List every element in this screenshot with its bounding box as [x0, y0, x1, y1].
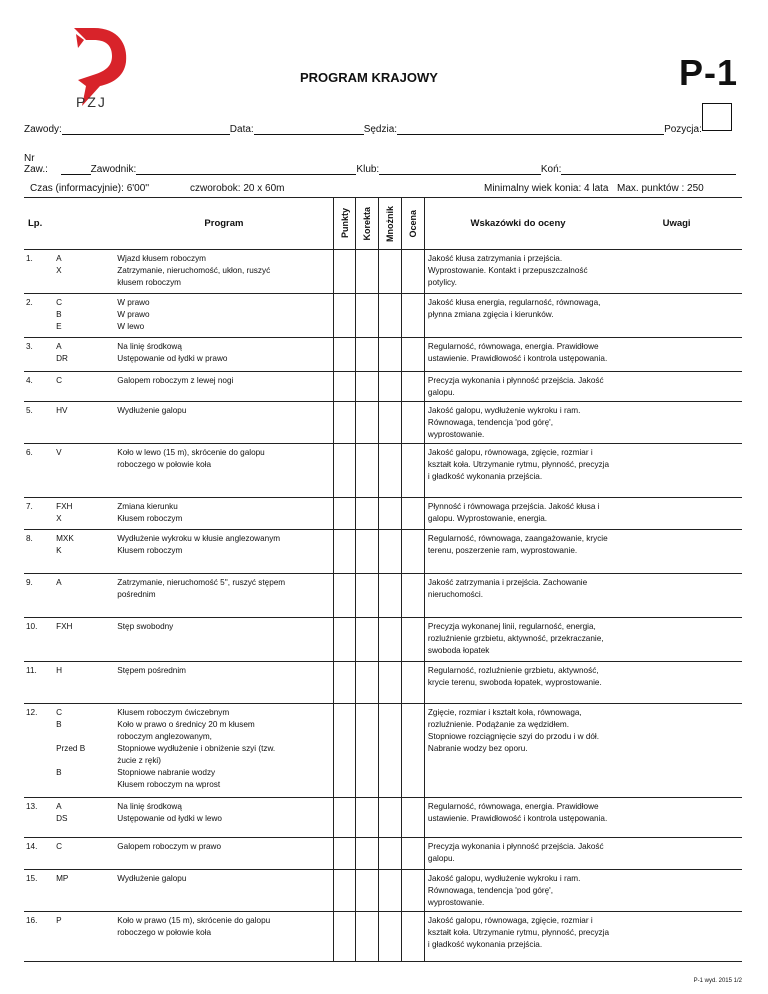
row-program [115, 338, 333, 372]
punkty-cell[interactable] [333, 870, 356, 912]
data-label: Data: [229, 124, 254, 135]
table-row [24, 372, 742, 402]
korekta-cell[interactable] [356, 250, 379, 294]
uwagi-cell[interactable] [611, 498, 742, 530]
row-guidance: Precyzja wykonania i płynność przejścia. Jakość galopu. [424, 372, 611, 402]
row-markers [54, 250, 115, 294]
row-number: 12. [24, 704, 54, 798]
program-line: Galopem roboczym w prawo [117, 842, 222, 851]
header-lp: Lp. [24, 198, 54, 250]
footer-text: P-1 wyd. 2015 1/2 [693, 978, 742, 984]
uwagi-cell[interactable] [611, 530, 742, 574]
marker-letter: A [56, 802, 62, 811]
marker-letter: B [56, 720, 62, 729]
row-number: 13. [24, 798, 54, 838]
korekta-cell[interactable] [356, 838, 379, 870]
row-number: 11. [24, 662, 54, 704]
program-line: W prawo [117, 310, 150, 319]
korekta-cell[interactable] [356, 798, 379, 838]
ocena-cell[interactable] [402, 294, 425, 338]
row-program [115, 662, 333, 704]
program-line: Wydłużenie wykroku w kłusie anglezowanym [117, 534, 281, 543]
klub-field[interactable] [379, 164, 541, 175]
program-line: Wydłużenie galopu [117, 874, 187, 883]
punkty-cell[interactable] [333, 250, 356, 294]
program-line: Ustępowanie od łydki w prawo [117, 354, 228, 363]
pozycja-label: Pozycja: [664, 124, 702, 135]
program-line: Na linię środkową [117, 342, 182, 351]
uwagi-cell[interactable] [611, 870, 742, 912]
sedzia-label: Sędzia: [363, 124, 398, 135]
punkty-cell[interactable] [333, 912, 356, 962]
marker-letter: B [56, 310, 62, 319]
row-guidance: Regularność, równowaga, energia. Prawidłowe ustawienie. Prawidłowość i kontrola ustępowania. [424, 798, 611, 838]
uwagi-cell[interactable] [611, 294, 742, 338]
ocena-cell[interactable] [402, 530, 425, 574]
marker-letter: E [56, 322, 62, 331]
form-line-1 [24, 124, 704, 135]
program-code: P-1 [678, 52, 738, 93]
row-guidance: Jakość kłusa zatrzymania i przejścia. Wyprostowanie. Kontakt i przepuszczalność potylicy. [424, 250, 611, 294]
mnoznik-cell[interactable] [379, 250, 402, 294]
logo-text: PZJ [76, 94, 107, 110]
korekta-cell[interactable] [356, 444, 379, 498]
nr-zaw-field[interactable] [61, 164, 91, 175]
punkty-cell[interactable] [333, 838, 356, 870]
mnoznik-cell[interactable] [379, 402, 402, 444]
mnoznik-cell[interactable] [379, 838, 402, 870]
punkty-cell[interactable] [333, 798, 356, 838]
ocena-cell[interactable] [402, 912, 425, 962]
row-markers [54, 662, 115, 704]
table-row [24, 574, 742, 618]
table-body [24, 250, 742, 962]
punkty-cell[interactable] [333, 372, 356, 402]
punkty-cell[interactable] [333, 662, 356, 704]
punkty-cell[interactable] [333, 618, 356, 662]
row-guidance: Precyzja wykonania i płynność przejścia. Jakość galopu. [424, 838, 611, 870]
row-guidance: Regularność, rozluźnienie grzbietu, aktywność, krycie terenu, swoboda łopatek, wyprostowanie. [424, 662, 611, 704]
row-markers [54, 618, 115, 662]
mnoznik-cell[interactable] [379, 338, 402, 372]
row-markers [54, 372, 115, 402]
program-line: kłusem roboczym [117, 278, 181, 287]
ocena-cell[interactable] [402, 704, 425, 798]
marker-letter: A [56, 578, 62, 587]
program-line: Kłusem roboczym [117, 514, 183, 523]
mnoznik-cell[interactable] [379, 530, 402, 574]
row-guidance: Jakość galopu, wydłużenie wykroku i ram. Równowaga, tendencja 'pod górę', wyprostowanie. [424, 870, 611, 912]
marker-letter [56, 731, 113, 743]
table-row [24, 618, 742, 662]
marker-letter: DR [56, 354, 68, 363]
row-program [115, 704, 333, 798]
max-info: Max. punktów : 250 [617, 183, 704, 194]
uwagi-cell[interactable] [611, 402, 742, 444]
program-line: Koło w prawo o średnicy 20 m kłusem [117, 720, 255, 729]
ocena-cell[interactable] [402, 338, 425, 372]
program-line: Kłusem roboczym na wprost [117, 780, 221, 789]
row-guidance: Regularność, równowaga, energia. Prawidłowe ustawienie. Prawidłowość i kontrola ustępowania. [424, 338, 611, 372]
pzj-logo [66, 20, 136, 110]
row-program [115, 498, 333, 530]
marker-letter: A [56, 254, 62, 263]
row-program [115, 870, 333, 912]
program-line: pośrednim [117, 590, 156, 599]
row-guidance: Zgięcie, rozmiar i kształt koła, równowaga, rozluźnienie. Podążanie za wędzidłem. Stopniowe rozciągnięcie szyi do przodu i w dół. Nabranie wodzy bez oporu. [424, 704, 611, 798]
marker-letter: V [56, 448, 62, 457]
marker-letter: C [56, 842, 62, 851]
program-line: Stęp swobodny [117, 622, 174, 631]
row-markers [54, 574, 115, 618]
program-line: Ustępowanie od łydki w lewo [117, 814, 222, 823]
punkty-cell[interactable] [333, 402, 356, 444]
wiek-info: Minimalny wiek konia: 4 lata [484, 183, 609, 194]
row-program [115, 618, 333, 662]
mnoznik-cell[interactable] [379, 912, 402, 962]
uwagi-cell[interactable] [611, 912, 742, 962]
uwagi-cell[interactable] [611, 662, 742, 704]
uwagi-cell[interactable] [611, 574, 742, 618]
program-line: Zmiana kierunku [117, 502, 178, 511]
punkty-cell[interactable] [333, 498, 356, 530]
row-markers [54, 798, 115, 838]
row-guidance: Płynność i równowaga przejścia. Jakość kłusa i galopu. Wyprostowanie, energia. [424, 498, 611, 530]
program-line: roboczym anglezowanym, [117, 732, 212, 741]
row-program [115, 838, 333, 870]
row-markers [54, 338, 115, 372]
row-guidance: Precyzja wykonanej linii, regularność, energia, rozluźnienie grzbietu, aktywność, przekraczanie, swoboda łopatek [424, 618, 611, 662]
row-guidance: Jakość galopu, równowaga, zgięcie, rozmiar i kształt koła. Utrzymanie rytmu, płynność, precyzja i gładkość wykonania przejścia. [424, 912, 611, 962]
row-program [115, 912, 333, 962]
korekta-cell[interactable] [356, 498, 379, 530]
program-line: roboczego w połowie koła [117, 460, 212, 469]
header-wskazowki: Wskazówki do oceny [424, 198, 611, 250]
punkty-cell[interactable] [333, 294, 356, 338]
ocena-cell[interactable] [402, 838, 425, 870]
program-line: Koło w prawo (15 m), skrócenie do galopu [117, 916, 271, 925]
korekta-cell[interactable] [356, 530, 379, 574]
ocena-cell[interactable] [402, 250, 425, 294]
table-row [24, 662, 742, 704]
korekta-cell[interactable] [356, 704, 379, 798]
page-title: PROGRAM KRAJOWY [300, 70, 438, 85]
czworobok-info: czworobok: 20 x 60m [190, 183, 285, 194]
uwagi-cell[interactable] [611, 618, 742, 662]
row-guidance: Jakość galopu, równowaga, zgięcie, rozmiar i kształt koła. Utrzymanie rytmu, płynność, precyzja i gładkość wykonania przejścia. [424, 444, 611, 498]
marker-letter: P [56, 916, 62, 925]
program-table [24, 197, 742, 962]
row-number: 3. [24, 338, 54, 372]
row-number: 4. [24, 372, 54, 402]
punkty-cell[interactable] [333, 704, 356, 798]
row-guidance: Regularność, równowaga, zaangażowanie, krycie terenu, poszerzenie ram, wyprostowanie. [424, 530, 611, 574]
row-program [115, 444, 333, 498]
mnoznik-cell[interactable] [379, 618, 402, 662]
marker-letter: X [56, 514, 62, 523]
program-line: Zatrzymanie, nieruchomość 5'', ruszyć stępem [117, 578, 286, 587]
row-program [115, 250, 333, 294]
kon-field[interactable] [561, 164, 736, 175]
marker-letter: C [56, 298, 62, 307]
ocena-cell[interactable] [402, 574, 425, 618]
korekta-cell[interactable] [356, 372, 379, 402]
row-guidance: Jakość galopu, wydłużenie wykroku i ram. Równowaga, tendencja 'pod górę', wyprostowanie. [424, 402, 611, 444]
table-row [24, 250, 742, 294]
marker-letter: HV [56, 406, 68, 415]
header-spacer [54, 198, 115, 250]
table-row [24, 870, 742, 912]
row-program [115, 372, 333, 402]
table-header-row [24, 198, 742, 250]
row-number: 16. [24, 912, 54, 962]
table-row [24, 444, 742, 498]
program-line: Stępem pośrednim [117, 666, 186, 675]
row-guidance: Jakość kłusa energia, regularność, równowaga, płynna zmiana zgięcia i kierunków. [424, 294, 611, 338]
row-number: 15. [24, 870, 54, 912]
marker-letter: FXH [56, 622, 73, 631]
mnoznik-cell[interactable] [379, 662, 402, 704]
form-line-2 [24, 153, 736, 175]
row-program [115, 402, 333, 444]
program-line: Kłusem roboczym [117, 546, 183, 555]
korekta-cell[interactable] [356, 870, 379, 912]
marker-letter: Przed B [56, 744, 86, 753]
mnoznik-cell[interactable] [379, 870, 402, 912]
header-uwagi: Uwagi [611, 198, 742, 250]
table-row [24, 294, 742, 338]
row-markers [54, 530, 115, 574]
kon-label: Koń: [540, 164, 562, 175]
uwagi-cell[interactable] [611, 250, 742, 294]
row-number: 9. [24, 574, 54, 618]
punkty-cell[interactable] [333, 530, 356, 574]
uwagi-cell[interactable] [611, 372, 742, 402]
program-line: Na linię środkową [117, 802, 182, 811]
korekta-cell[interactable] [356, 402, 379, 444]
zawody-field[interactable] [62, 124, 230, 135]
marker-letter: A [56, 342, 62, 351]
program-line: Galopem roboczym z lewej nogi [117, 376, 234, 385]
marker-letter: DS [56, 814, 68, 823]
mnoznik-cell[interactable] [379, 798, 402, 838]
uwagi-cell[interactable] [611, 704, 742, 798]
row-program [115, 530, 333, 574]
row-number: 7. [24, 498, 54, 530]
program-line: żucie z ręki) [117, 756, 161, 765]
ocena-cell[interactable] [402, 498, 425, 530]
row-markers [54, 870, 115, 912]
row-number: 2. [24, 294, 54, 338]
zawodnik-field[interactable] [136, 164, 356, 175]
table-row [24, 912, 742, 962]
header-ocena: Ocena [402, 198, 425, 250]
marker-letter: C [56, 376, 62, 385]
table-row [24, 704, 742, 798]
mnoznik-cell[interactable] [379, 294, 402, 338]
mnoznik-cell[interactable] [379, 498, 402, 530]
header-program: Program [115, 198, 333, 250]
header-korekta: Korekta [356, 198, 379, 250]
program-line: Stopniowe nabranie wodzy [117, 768, 216, 777]
row-number: 6. [24, 444, 54, 498]
marker-letter: H [56, 666, 62, 675]
header-mnoznik: Mnożnik [379, 198, 402, 250]
row-markers [54, 498, 115, 530]
program-line: Zatrzymanie, nieruchomość, ukłon, ruszyć [117, 266, 271, 275]
punkty-cell[interactable] [333, 444, 356, 498]
mnoznik-cell[interactable] [379, 574, 402, 618]
table-row [24, 530, 742, 574]
row-markers [54, 402, 115, 444]
table-row [24, 498, 742, 530]
korekta-cell[interactable] [356, 338, 379, 372]
mnoznik-cell[interactable] [379, 704, 402, 798]
row-markers [54, 444, 115, 498]
marker-letter [56, 755, 113, 767]
marker-letter: MXK [56, 534, 74, 543]
row-guidance: Jakość zatrzymania i przejścia. Zachowanie nieruchomości. [424, 574, 611, 618]
korekta-cell[interactable] [356, 912, 379, 962]
program-line: Koło w lewo (15 m), skrócenie do galopu [117, 448, 265, 457]
row-markers [54, 704, 115, 798]
program-line: Wjazd kłusem roboczym [117, 254, 207, 263]
uwagi-cell[interactable] [611, 444, 742, 498]
row-markers [54, 912, 115, 962]
nr-zaw-label: Nr Zaw.: [24, 153, 48, 175]
ocena-cell[interactable] [402, 402, 425, 444]
marker-letter: FXH [56, 502, 73, 511]
program-line: W lewo [117, 322, 145, 331]
pozycja-box[interactable] [702, 103, 732, 131]
row-markers [54, 294, 115, 338]
row-number: 1. [24, 250, 54, 294]
program-line: Wydłużenie galopu [117, 406, 187, 415]
marker-letter: C [56, 708, 62, 717]
ocena-cell[interactable] [402, 618, 425, 662]
zawodnik-label: Zawodnik: [90, 164, 137, 175]
uwagi-cell[interactable] [611, 798, 742, 838]
ocena-cell[interactable] [402, 444, 425, 498]
mnoznik-cell[interactable] [379, 372, 402, 402]
korekta-cell[interactable] [356, 662, 379, 704]
korekta-cell[interactable] [356, 294, 379, 338]
ocena-cell[interactable] [402, 870, 425, 912]
header-punkty: Punkty [333, 198, 356, 250]
uwagi-cell[interactable] [611, 338, 742, 372]
row-number: 5. [24, 402, 54, 444]
table-row [24, 338, 742, 372]
row-number: 10. [24, 618, 54, 662]
punkty-cell[interactable] [333, 574, 356, 618]
row-program [115, 574, 333, 618]
row-markers [54, 838, 115, 870]
czas-info: Czas (informacyjnie): 6'00'' [30, 183, 150, 194]
mnoznik-cell[interactable] [379, 444, 402, 498]
marker-letter: MP [56, 874, 69, 883]
punkty-cell[interactable] [333, 338, 356, 372]
klub-label: Klub: [356, 164, 380, 175]
korekta-cell[interactable] [356, 618, 379, 662]
ocena-cell[interactable] [402, 798, 425, 838]
korekta-cell[interactable] [356, 574, 379, 618]
zawody-label: Zawody: [24, 124, 62, 135]
sedzia-field[interactable] [397, 124, 664, 135]
table-row [24, 402, 742, 444]
data-field[interactable] [254, 124, 364, 135]
program-line: Kłusem roboczym ćwiczebnym [117, 708, 230, 717]
row-program [115, 798, 333, 838]
table-row [24, 798, 742, 838]
program-line: W prawo [117, 298, 150, 307]
row-program [115, 294, 333, 338]
program-line: Stopniowe wydłużenie i obniżenie szyi (tzw. [117, 744, 276, 753]
uwagi-cell[interactable] [611, 838, 742, 870]
program-line: roboczego w połowie koła [117, 928, 212, 937]
marker-letter: B [56, 768, 62, 777]
ocena-cell[interactable] [402, 662, 425, 704]
row-number: 14. [24, 838, 54, 870]
row-number: 8. [24, 530, 54, 574]
marker-letter: K [56, 546, 62, 555]
marker-letter: X [56, 266, 62, 275]
table-row [24, 838, 742, 870]
ocena-cell[interactable] [402, 372, 425, 402]
